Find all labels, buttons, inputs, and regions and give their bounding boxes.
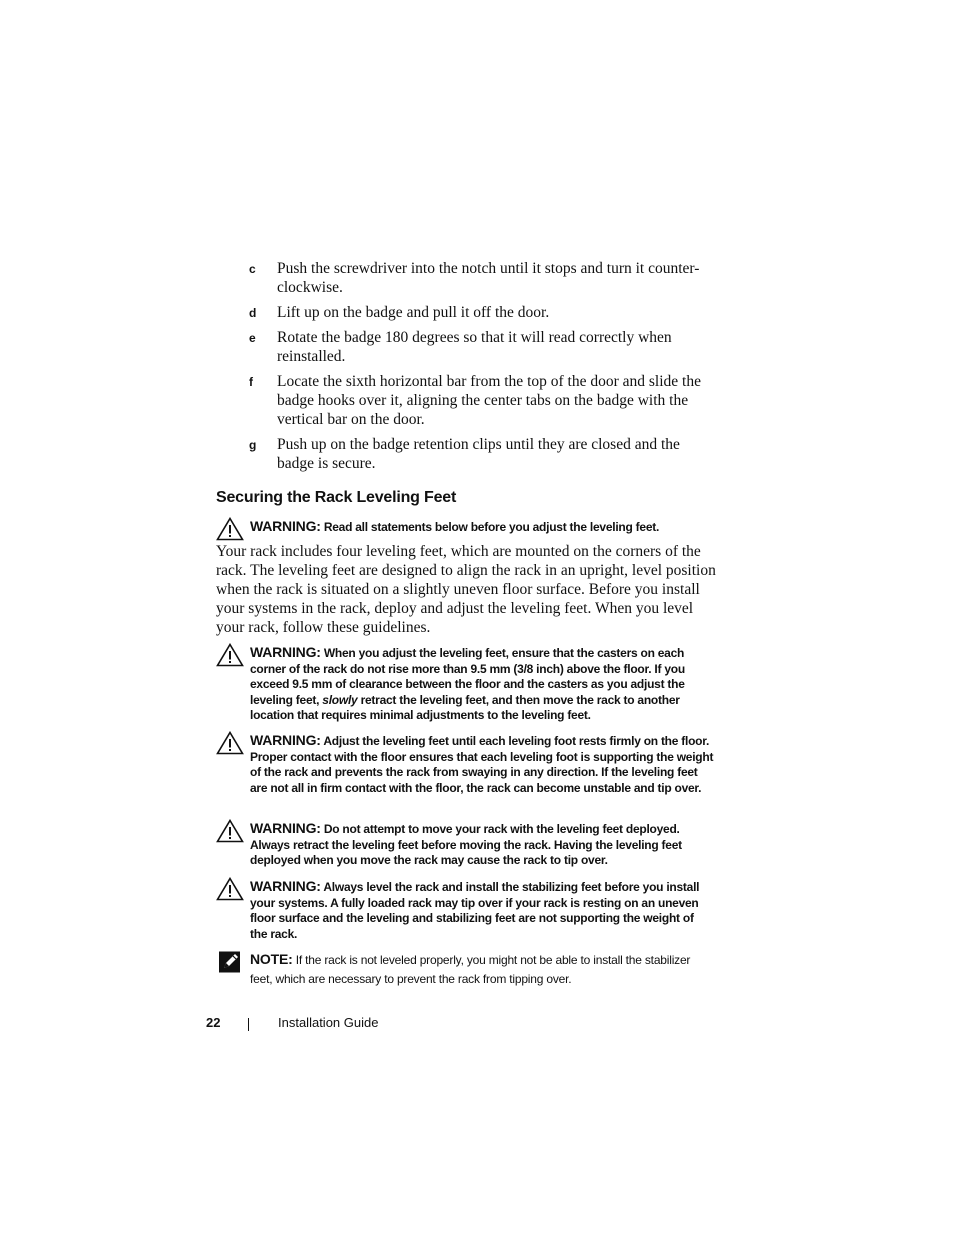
warning-label: WARNING: bbox=[250, 732, 321, 748]
step-letter: e bbox=[249, 331, 256, 345]
step-letter: d bbox=[249, 306, 257, 320]
warning-text bbox=[250, 821, 714, 869]
warning-icon bbox=[216, 877, 244, 901]
step-text: Push the screwdriver into the notch until it stops and turn it counter-clockwise. bbox=[277, 260, 700, 296]
note-label: NOTE: bbox=[250, 951, 293, 967]
warning-body: When you adjust the leveling feet, ensure that the casters on each corner of the rack do not rise more than 9.5 mm (3/8 inch) above the floor. If you exceed 9.5 mm of clearance between the floor and the casters as you adjust the leveling feet, bbox=[250, 646, 685, 707]
step-item bbox=[249, 328, 719, 366]
warning-label: WARNING: bbox=[250, 644, 321, 660]
footer-divider bbox=[248, 1018, 249, 1031]
step-text: Rotate the badge 180 degrees so that it will read correctly when reinstalled. bbox=[277, 329, 672, 365]
warning-body: Adjust the leveling feet until each leveling foot rests firmly on the floor. Proper contact with the floor ensures that each leveling foot is supporting the weight of the rack and prevents the rack from swaying in any direction. If the leveling feet are not all in firm contact with the floor, the rack can become unstable and tip over. bbox=[250, 734, 714, 795]
warning-notice bbox=[216, 519, 714, 536]
warning-notice bbox=[216, 879, 714, 942]
warning-label: WARNING: bbox=[250, 820, 321, 836]
warning-icon bbox=[216, 517, 244, 541]
step-letter: g bbox=[249, 438, 257, 452]
warning-icon bbox=[216, 643, 244, 667]
step-text: Lift up on the badge and pull it off the door. bbox=[277, 304, 550, 321]
warning-label: WARNING: bbox=[250, 518, 321, 534]
warning-text bbox=[250, 645, 714, 724]
warning-icon bbox=[216, 731, 244, 755]
warning-body-cont: retract the leveling feet, and then move the rack to another location that requires minimal adjustments to the leveling feet. bbox=[250, 692, 680, 723]
step-item bbox=[249, 259, 719, 297]
step-text: Push up on the badge retention clips until they are closed and the badge is secure. bbox=[277, 436, 680, 472]
intro-paragraph: Your rack includes four leveling feet, which are mounted on the corners of the rack. The leveling feet are designed to align the rack in an upright, level position when the rack is situated on a slightly uneven floor surface. Before you install your systems in the rack, deploy and adjust the leveling feet. When you level your rack, follow these guidelines. bbox=[216, 543, 716, 636]
warning-notice bbox=[216, 733, 714, 796]
note-notice bbox=[216, 950, 714, 988]
step-item bbox=[249, 303, 719, 322]
section-heading: Securing the Rack Leveling Feet bbox=[216, 489, 457, 506]
step-item bbox=[249, 372, 719, 429]
warning-notice bbox=[216, 645, 714, 724]
warning-emphasis: slowly bbox=[322, 692, 358, 707]
step-text: Locate the sixth horizontal bar from the top of the door and slide the badge hooks over it, aligning the center tabs on the badge with the vertical bar on the door. bbox=[277, 373, 701, 428]
warning-label: WARNING: bbox=[250, 878, 321, 894]
warning-body: Do not attempt to move your rack with the leveling feet deployed. Always retract the leveling feet before moving the rack. Having the leveling feet deployed when you move the rack may cause the rack to tip over. bbox=[250, 822, 682, 868]
warning-text bbox=[250, 879, 714, 942]
pencil-note-icon bbox=[216, 950, 244, 974]
procedure-steps bbox=[249, 259, 719, 479]
warning-body: Always level the rack and install the stabilizing feet before you install your systems. A fully loaded rack may tip over if your rack is resting on an uneven floor surface and the leveling and stabilizing feet are not supporting the weight of the rack. bbox=[250, 880, 700, 941]
note-body: If the rack is not leveled properly, you might not be able to install the stabilizer feet, which are necessary to prevent the rack from tipping over. bbox=[250, 953, 691, 986]
warning-text bbox=[250, 733, 714, 796]
step-item bbox=[249, 435, 719, 473]
warning-icon bbox=[216, 819, 244, 843]
document-title: Installation Guide bbox=[278, 1015, 379, 1030]
warning-text bbox=[250, 519, 714, 536]
warning-notice bbox=[216, 821, 714, 869]
step-letter: c bbox=[249, 262, 256, 276]
warning-body: Read all statements below before you adjust the leveling feet. bbox=[323, 520, 660, 534]
page-number: 22 bbox=[206, 1015, 221, 1030]
note-text bbox=[250, 950, 714, 988]
step-letter: f bbox=[249, 375, 253, 389]
